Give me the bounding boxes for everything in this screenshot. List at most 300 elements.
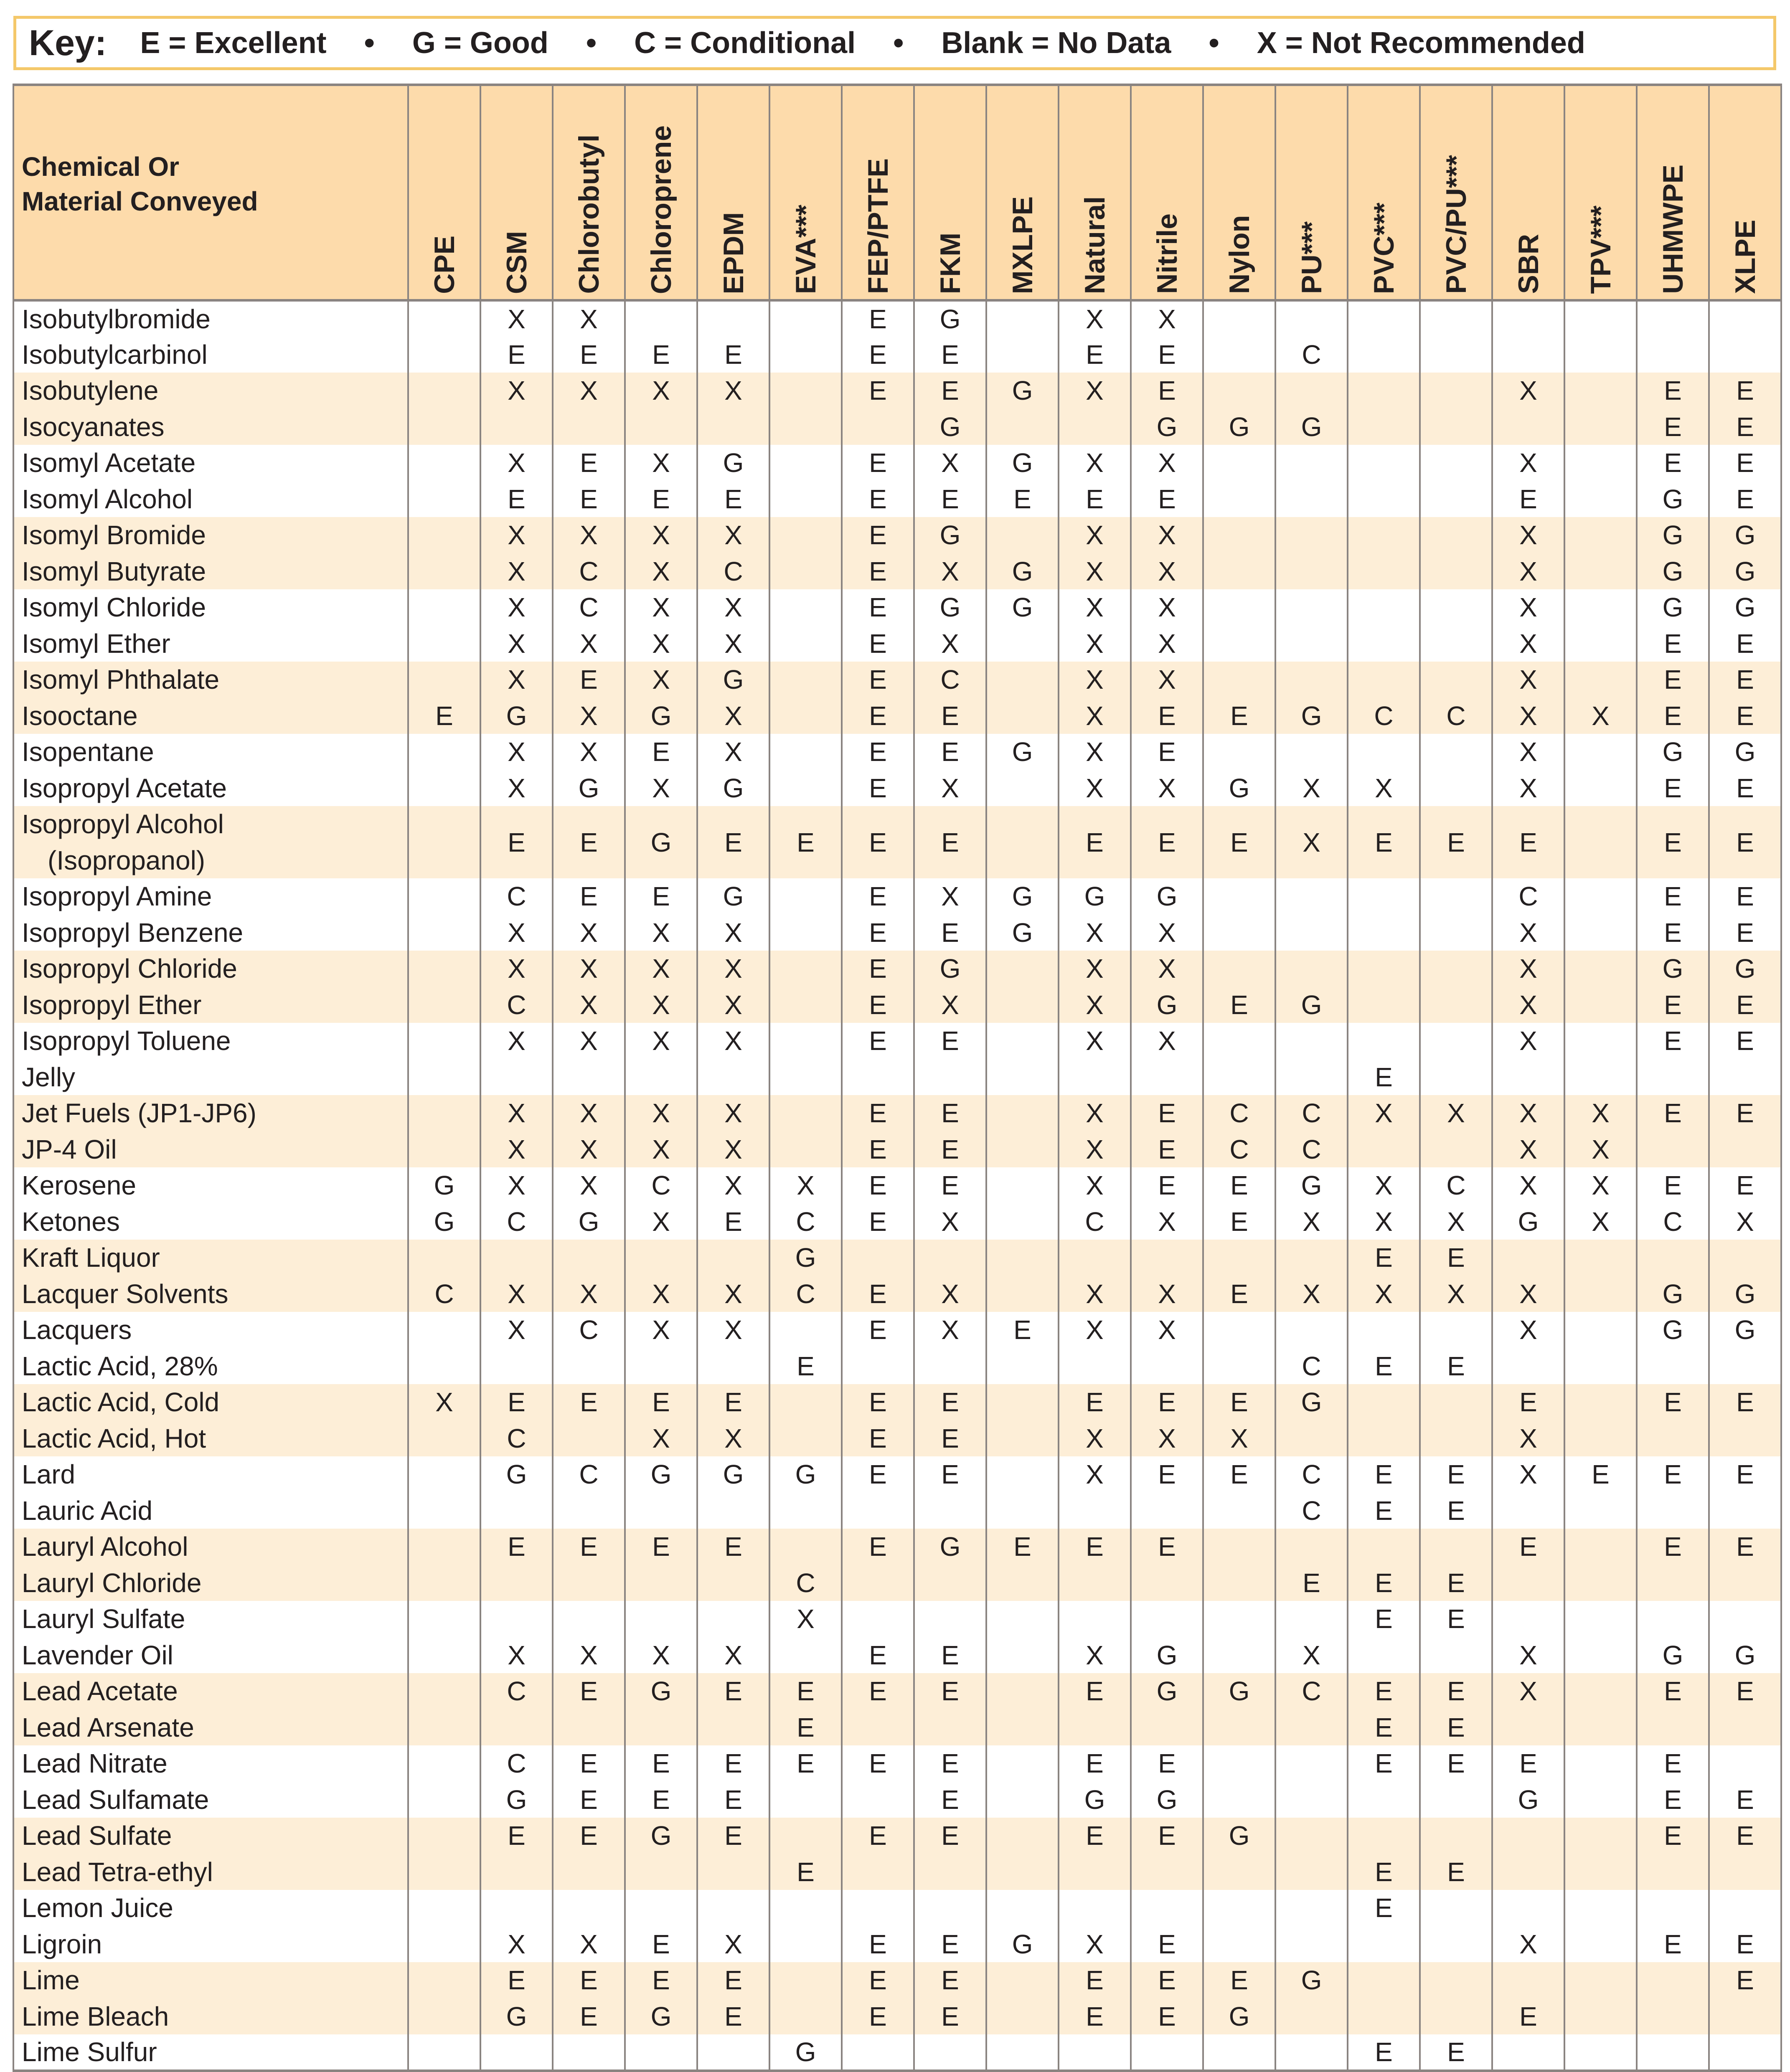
- rating-cell: E: [1709, 806, 1781, 878]
- legend-no-data: Blank = No Data: [941, 26, 1171, 60]
- rating-cell: X: [1131, 1023, 1203, 1059]
- rating-cell: X: [1492, 1167, 1564, 1204]
- rating-cell: X: [697, 1637, 769, 1674]
- rating-cell: X: [1492, 915, 1564, 951]
- table-row: [13, 553, 1781, 590]
- rating-cell: X: [1492, 517, 1564, 553]
- rating-cell: [480, 2034, 553, 2071]
- rating-cell: G: [914, 951, 986, 987]
- rating-cell: E: [842, 1926, 914, 1963]
- rating-cell: [553, 1348, 625, 1385]
- rating-cell: X: [480, 734, 553, 770]
- rating-cell: X: [480, 1312, 553, 1348]
- rating-cell: E: [625, 1782, 697, 1818]
- rating-cell: [1348, 373, 1420, 409]
- rating-cell: X: [1059, 1095, 1131, 1131]
- rating-cell: G: [914, 409, 986, 445]
- table-row: [13, 1782, 1781, 1818]
- rating-cell: [408, 300, 480, 337]
- material-header-label: Natural: [1079, 196, 1111, 294]
- rating-cell: G: [697, 770, 769, 806]
- rating-cell: X: [480, 951, 553, 987]
- table-row: [13, 517, 1781, 553]
- chemical-name-cell: [13, 1854, 408, 1890]
- rating-cell: C: [553, 1456, 625, 1493]
- rating-cell: X: [553, 734, 625, 770]
- chemical-name: Lacquer Solvents: [22, 1278, 229, 1309]
- chemical-name: Lavender Oil: [22, 1640, 173, 1670]
- rating-cell: E: [1059, 481, 1131, 517]
- rating-cell: E: [480, 337, 553, 373]
- rating-cell: E: [842, 1167, 914, 1204]
- material-column-header: [1564, 85, 1637, 300]
- chemical-name-cell: [13, 1276, 408, 1312]
- rating-cell: X: [480, 915, 553, 951]
- material-column-header: [1492, 85, 1564, 300]
- rating-cell: X: [1059, 1312, 1131, 1348]
- rating-cell: [408, 1565, 480, 1601]
- rating-cell: E: [1420, 1565, 1492, 1601]
- rating-cell: G: [1275, 1962, 1348, 1998]
- rating-cell: [1564, 589, 1637, 626]
- rating-cell: [1564, 1709, 1637, 1746]
- rating-cell: G: [1059, 1782, 1131, 1818]
- rating-cell: G: [986, 1926, 1059, 1963]
- rating-cell: E: [842, 1745, 914, 1782]
- rating-cell: X: [1709, 1204, 1781, 1240]
- rating-cell: X: [1059, 662, 1131, 698]
- rating-cell: [1348, 445, 1420, 481]
- rating-cell: G: [1203, 770, 1275, 806]
- rating-cell: [1348, 1926, 1420, 1963]
- rating-cell: [842, 1565, 914, 1601]
- rating-cell: E: [1709, 373, 1781, 409]
- rating-cell: [769, 915, 842, 951]
- rating-cell: E: [1203, 987, 1275, 1023]
- rating-cell: G: [914, 1529, 986, 1565]
- rating-cell: X: [1131, 1420, 1203, 1457]
- rating-cell: E: [697, 337, 769, 373]
- rating-cell: E: [625, 734, 697, 770]
- rating-cell: G: [480, 1456, 553, 1493]
- rating-cell: [1203, 1240, 1275, 1276]
- chemical-name: Jelly: [22, 1062, 76, 1092]
- rating-cell: E: [842, 806, 914, 878]
- material-header-label: SBR: [1512, 234, 1544, 294]
- rating-cell: X: [553, 1131, 625, 1168]
- rating-cell: E: [553, 1782, 625, 1818]
- rating-cell: X: [1059, 517, 1131, 553]
- rating-cell: E: [697, 1782, 769, 1818]
- rating-cell: [1203, 1493, 1275, 1529]
- table-row: [13, 915, 1781, 951]
- rating-cell: X: [480, 770, 553, 806]
- rating-cell: E: [842, 373, 914, 409]
- rating-cell: X: [914, 1276, 986, 1312]
- rating-cell: E: [914, 1673, 986, 1709]
- rating-cell: E: [1059, 1818, 1131, 1854]
- rating-cell: E: [769, 1709, 842, 1746]
- rating-cell: [1564, 1745, 1637, 1782]
- rating-cell: X: [1275, 770, 1348, 806]
- rating-cell: E: [1131, 1998, 1203, 2035]
- legend-conditional: C = Conditional: [634, 26, 856, 60]
- rating-cell: X: [1492, 1420, 1564, 1457]
- rating-cell: E: [1420, 1456, 1492, 1493]
- rating-cell: [625, 409, 697, 445]
- chemical-name: Isobutylene: [22, 375, 159, 406]
- rating-cell: [408, 2034, 480, 2071]
- rating-cell: X: [1492, 1456, 1564, 1493]
- rating-cell: [408, 1782, 480, 1818]
- rating-cell: [842, 1059, 914, 1096]
- rating-cell: X: [553, 1023, 625, 1059]
- rating-cell: X: [1275, 1204, 1348, 1240]
- rating-cell: E: [1492, 1998, 1564, 2035]
- material-header-label: UHMWPE: [1657, 165, 1689, 294]
- rating-cell: [408, 662, 480, 698]
- rating-cell: G: [986, 734, 1059, 770]
- rating-cell: [1564, 1565, 1637, 1601]
- chemical-name: Kerosene: [22, 1170, 136, 1201]
- rating-cell: E: [842, 915, 914, 951]
- table-row: [13, 1818, 1781, 1854]
- rating-cell: X: [480, 1095, 553, 1131]
- rating-cell: [914, 1890, 986, 1926]
- rating-cell: E: [697, 1962, 769, 1998]
- rating-cell: [1564, 1998, 1637, 2035]
- rating-cell: X: [625, 445, 697, 481]
- rating-cell: X: [1420, 1276, 1492, 1312]
- rating-cell: E: [914, 734, 986, 770]
- rating-cell: E: [1348, 1854, 1420, 1890]
- chemical-name: Lime Sulfur: [22, 2036, 157, 2067]
- rating-cell: [1059, 1059, 1131, 1096]
- chemical-name-cell: [13, 951, 408, 987]
- rating-cell: X: [1275, 806, 1348, 878]
- rating-cell: [1637, 1854, 1709, 1890]
- rating-cell: C: [480, 1745, 553, 1782]
- chemical-name: Lauryl Alcohol: [22, 1532, 188, 1562]
- rating-cell: [1492, 1565, 1564, 1601]
- rating-cell: E: [1709, 626, 1781, 662]
- rating-cell: E: [1203, 1167, 1275, 1204]
- material-header-label: PU***: [1295, 221, 1328, 294]
- rating-cell: E: [553, 1745, 625, 1782]
- table-row: [13, 1601, 1781, 1637]
- rating-cell: X: [1564, 1167, 1637, 1204]
- rating-cell: E: [842, 951, 914, 987]
- chemical-name-cell: [13, 1890, 408, 1926]
- rating-cell: [408, 1854, 480, 1890]
- rating-cell: [1275, 1601, 1348, 1637]
- rating-cell: E: [1637, 662, 1709, 698]
- rating-cell: G: [1637, 1637, 1709, 1674]
- rating-cell: [1131, 1059, 1203, 1096]
- rating-cell: [408, 915, 480, 951]
- rating-cell: [986, 1059, 1059, 1096]
- rating-cell: X: [1131, 553, 1203, 590]
- rating-cell: X: [1059, 951, 1131, 987]
- rating-cell: [1348, 1998, 1420, 2035]
- rating-cell: [408, 1818, 480, 1854]
- rating-cell: G: [1131, 878, 1203, 915]
- material-header-label: EPDM: [717, 212, 749, 294]
- rating-cell: E: [914, 1782, 986, 1818]
- rating-cell: [1420, 951, 1492, 987]
- table-row: [13, 1204, 1781, 1240]
- rating-cell: G: [986, 373, 1059, 409]
- rating-cell: E: [625, 337, 697, 373]
- rating-cell: [408, 1348, 480, 1385]
- chemical-name-cell: [13, 445, 408, 481]
- rating-cell: E: [842, 481, 914, 517]
- rating-cell: X: [1492, 373, 1564, 409]
- rating-cell: E: [1637, 1023, 1709, 1059]
- rating-cell: [1059, 1565, 1131, 1601]
- rating-cell: X: [553, 517, 625, 553]
- rating-cell: X: [1492, 1673, 1564, 1709]
- rating-cell: [1492, 1962, 1564, 1998]
- rating-cell: X: [1492, 770, 1564, 806]
- table-row: [13, 626, 1781, 662]
- rating-cell: C: [1275, 1095, 1348, 1131]
- rating-cell: E: [914, 1745, 986, 1782]
- chemical-name-cell: [13, 1023, 408, 1059]
- rating-cell: E: [697, 1384, 769, 1420]
- rating-cell: [1275, 1998, 1348, 2035]
- rating-cell: E: [1059, 806, 1131, 878]
- rating-cell: X: [1059, 987, 1131, 1023]
- table-row: [13, 445, 1781, 481]
- rating-cell: E: [842, 1420, 914, 1457]
- rating-cell: X: [1131, 662, 1203, 698]
- chemical-name-cell: [13, 1384, 408, 1420]
- rating-cell: E: [1131, 734, 1203, 770]
- rating-cell: [408, 1709, 480, 1746]
- rating-cell: E: [1709, 1926, 1781, 1963]
- rating-cell: C: [1275, 337, 1348, 373]
- rating-cell: [1492, 1601, 1564, 1637]
- rating-cell: [1709, 337, 1781, 373]
- rating-cell: [1203, 626, 1275, 662]
- rating-cell: E: [1637, 1167, 1709, 1204]
- rating-cell: [1275, 1745, 1348, 1782]
- chemical-name: Lemon Juice: [22, 1893, 173, 1923]
- rating-cell: E: [553, 445, 625, 481]
- rating-cell: [1637, 1565, 1709, 1601]
- rating-cell: E: [986, 481, 1059, 517]
- legend-title: Key:: [29, 23, 107, 63]
- rating-cell: E: [625, 1529, 697, 1565]
- material-column-header: [986, 85, 1059, 300]
- rating-cell: [1492, 409, 1564, 445]
- rating-cell: E: [842, 337, 914, 373]
- rating-cell: X: [480, 1131, 553, 1168]
- rating-cell: G: [625, 1818, 697, 1854]
- rating-cell: X: [625, 951, 697, 987]
- rating-cell: E: [1131, 806, 1203, 878]
- legend-key: [13, 16, 1776, 70]
- rating-cell: G: [625, 806, 697, 878]
- rating-cell: [1420, 987, 1492, 1023]
- chemical-name-cell: [13, 1745, 408, 1782]
- rating-cell: E: [1131, 1818, 1203, 1854]
- chemical-name: Isopropyl Toluene: [22, 1026, 231, 1056]
- rating-cell: E: [553, 1998, 625, 2035]
- rating-cell: C: [553, 1312, 625, 1348]
- rating-cell: X: [914, 987, 986, 1023]
- rating-cell: [1564, 806, 1637, 878]
- rating-cell: [1564, 481, 1637, 517]
- table-row: [13, 2034, 1781, 2071]
- rating-cell: X: [480, 1926, 553, 1963]
- rating-cell: [986, 1818, 1059, 1854]
- rating-cell: [1492, 1890, 1564, 1926]
- rating-cell: X: [1059, 300, 1131, 337]
- rating-cell: [1637, 1998, 1709, 2035]
- rating-cell: G: [1131, 1673, 1203, 1709]
- rating-cell: [625, 1565, 697, 1601]
- rating-cell: X: [1059, 734, 1131, 770]
- rating-cell: [914, 1059, 986, 1096]
- rating-cell: [1420, 373, 1492, 409]
- chemical-name: Isopropyl Acetate: [22, 773, 227, 803]
- rating-cell: [1275, 951, 1348, 987]
- material-column-header: [842, 85, 914, 300]
- rating-cell: [986, 1637, 1059, 1674]
- rating-cell: [769, 1926, 842, 1963]
- rating-cell: [1275, 1926, 1348, 1963]
- rating-cell: [1564, 1276, 1637, 1312]
- rating-cell: G: [1709, 517, 1781, 553]
- table-row: [13, 1745, 1781, 1782]
- rating-cell: [553, 1601, 625, 1637]
- chemical-name: Isomyl Bromide: [22, 520, 206, 550]
- rating-cell: [1564, 662, 1637, 698]
- rating-cell: [625, 1059, 697, 1096]
- rating-cell: E: [1348, 2034, 1420, 2071]
- rating-cell: G: [1637, 734, 1709, 770]
- legend-good: G = Good: [412, 26, 548, 60]
- rating-cell: X: [625, 553, 697, 590]
- rating-cell: [1348, 481, 1420, 517]
- rating-cell: E: [1709, 1095, 1781, 1131]
- rating-cell: E: [1420, 806, 1492, 878]
- rating-cell: E: [986, 1529, 1059, 1565]
- chemical-name-cell: [13, 517, 408, 553]
- chemical-name: Isomyl Ether: [22, 628, 170, 659]
- rating-cell: E: [1637, 626, 1709, 662]
- rating-cell: G: [1637, 553, 1709, 590]
- rating-cell: [769, 878, 842, 915]
- rating-cell: [1564, 337, 1637, 373]
- rating-cell: [553, 1565, 625, 1601]
- rating-cell: G: [1131, 987, 1203, 1023]
- rating-cell: [1420, 1637, 1492, 1674]
- rating-cell: X: [1131, 517, 1203, 553]
- rating-cell: [1203, 1890, 1275, 1926]
- chemical-name: Lactic Acid, Cold: [22, 1387, 220, 1418]
- rating-cell: [769, 1059, 842, 1096]
- table-header-row: [13, 85, 1781, 300]
- rating-cell: [408, 1059, 480, 1096]
- rating-cell: [1275, 1709, 1348, 1746]
- rating-cell: X: [1564, 1131, 1637, 1168]
- rating-cell: E: [842, 1023, 914, 1059]
- rating-cell: E: [842, 1095, 914, 1131]
- table-row: [13, 1890, 1781, 1926]
- rating-cell: X: [1131, 770, 1203, 806]
- rating-cell: [408, 1673, 480, 1709]
- material-header-label: EVA***: [790, 204, 822, 294]
- rating-cell: E: [1492, 481, 1564, 517]
- material-header-label: TPV***: [1584, 205, 1617, 294]
- rating-cell: [1420, 1818, 1492, 1854]
- rating-cell: X: [1420, 1095, 1492, 1131]
- rating-cell: E: [1059, 1673, 1131, 1709]
- chemical-name-cell: [13, 987, 408, 1023]
- rating-cell: [986, 1854, 1059, 1890]
- rating-cell: G: [1709, 1276, 1781, 1312]
- rating-cell: [986, 1565, 1059, 1601]
- rating-cell: [1564, 1384, 1637, 1420]
- rating-cell: G: [1637, 1276, 1709, 1312]
- rating-cell: X: [914, 445, 986, 481]
- material-header-label: FEP/PTFE: [862, 158, 894, 294]
- rating-cell: G: [986, 445, 1059, 481]
- rating-cell: X: [625, 987, 697, 1023]
- rating-cell: [986, 1204, 1059, 1240]
- rating-cell: G: [625, 1673, 697, 1709]
- rating-cell: E: [1348, 1059, 1420, 1096]
- rating-cell: [1564, 1420, 1637, 1457]
- rating-cell: [986, 951, 1059, 987]
- rating-cell: C: [553, 553, 625, 590]
- rating-cell: [1564, 1962, 1637, 1998]
- chemical-name-cell: [13, 770, 408, 806]
- rating-cell: [1203, 915, 1275, 951]
- rating-cell: [1275, 517, 1348, 553]
- rating-cell: E: [1059, 1745, 1131, 1782]
- rating-cell: E: [842, 1529, 914, 1565]
- rating-cell: [553, 2034, 625, 2071]
- rating-cell: [1637, 1962, 1709, 1998]
- rating-cell: X: [1059, 698, 1131, 734]
- chemical-name: Lauric Acid: [22, 1495, 153, 1526]
- rating-cell: [986, 2034, 1059, 2071]
- rating-cell: [697, 1493, 769, 1529]
- rating-cell: X: [480, 553, 553, 590]
- rating-cell: X: [625, 1095, 697, 1131]
- rating-cell: [986, 1240, 1059, 1276]
- chemical-name-cell: [13, 1240, 408, 1276]
- rating-cell: [625, 300, 697, 337]
- rating-cell: E: [1203, 806, 1275, 878]
- rating-cell: X: [697, 987, 769, 1023]
- rating-cell: X: [914, 1312, 986, 1348]
- table-body: [13, 300, 1781, 2071]
- rating-cell: [769, 589, 842, 626]
- rating-cell: [625, 1493, 697, 1529]
- chemical-name-cell: [13, 337, 408, 373]
- chemical-name-cell: [13, 806, 408, 878]
- rating-cell: E: [1709, 698, 1781, 734]
- rating-cell: X: [625, 1131, 697, 1168]
- rating-cell: [408, 1637, 480, 1674]
- rating-cell: X: [1059, 770, 1131, 806]
- rating-cell: E: [842, 770, 914, 806]
